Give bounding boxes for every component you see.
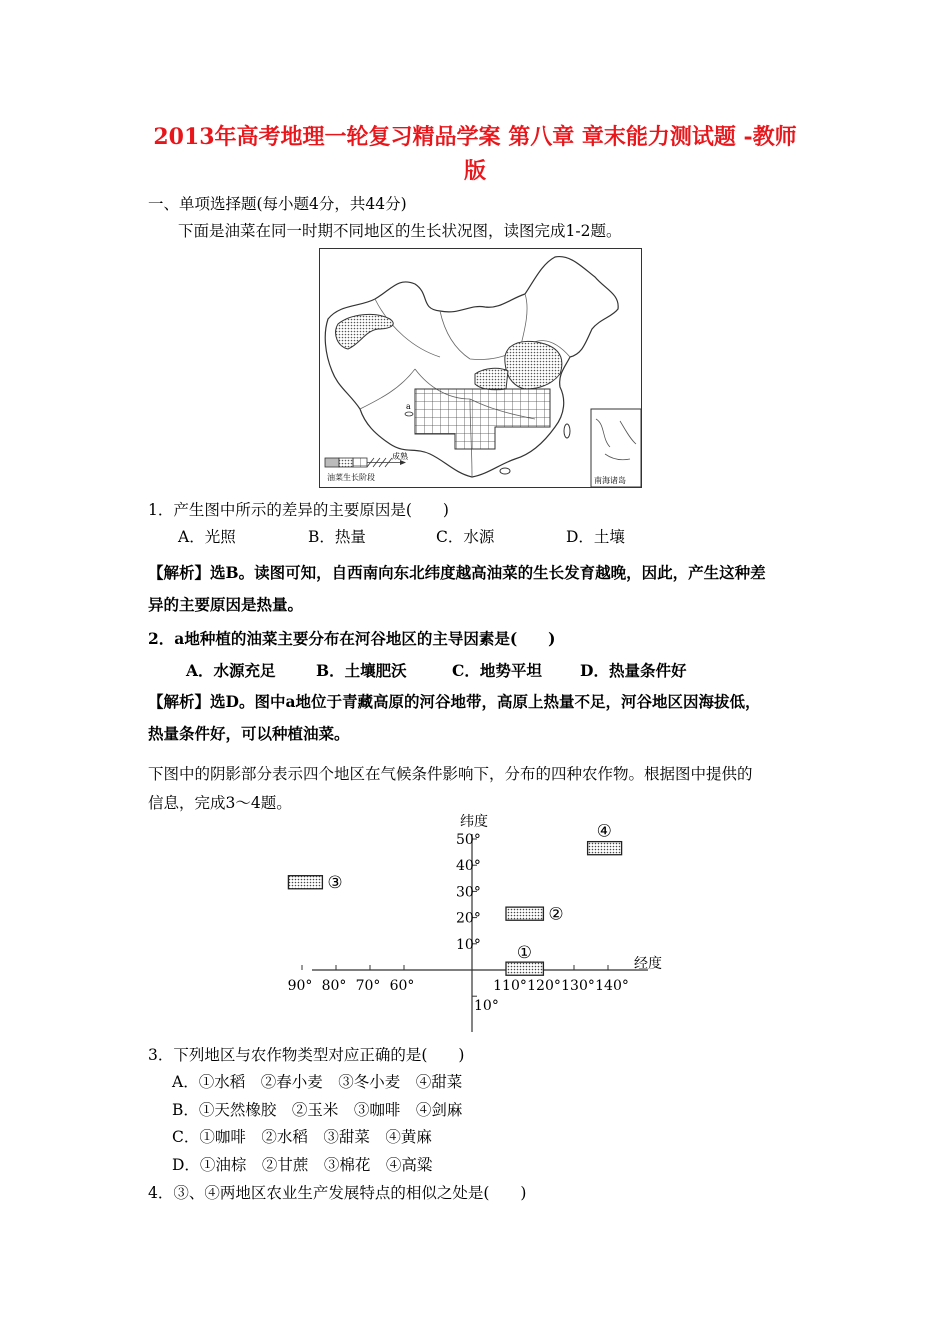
x-tick-label: 120°	[527, 978, 561, 994]
x-axis-label: 经度	[634, 956, 662, 972]
q1-analysis-line2: 异的主要原因是热量。	[148, 595, 304, 614]
q1-option-a: A．光照	[178, 528, 236, 546]
crop-region-4	[588, 842, 622, 855]
x-tick-label: 140°	[595, 978, 629, 994]
q1-option-d: D．土壤	[566, 528, 625, 546]
section-intro: 下面是油菜在同一时期不同地区的生长状况图，读图完成1-2题。	[178, 222, 622, 240]
analysis-tag: 【解析】	[148, 692, 211, 711]
y-tick-label: 10°	[456, 936, 481, 953]
analysis-text: 选D。图中a地位于青藏高原的河谷地带，高原上热量不足，河谷地区因海拔低，	[210, 692, 761, 711]
legend-stage-label: 油菜生长阶段	[327, 473, 375, 482]
region-dotted-north	[505, 341, 562, 389]
y-axis-label: 纬度	[460, 814, 488, 830]
crop-region-label: ①	[516, 943, 532, 964]
y-tick-label: 50°	[456, 832, 481, 848]
crop-region-label: ④	[596, 821, 612, 842]
crop-region-label: ③	[327, 873, 343, 894]
q1-option-c: C．水源	[436, 528, 495, 546]
section-heading: 一、单项选择题(每小题4分，共44分)	[148, 195, 407, 213]
china-rapeseed-map	[319, 248, 642, 488]
q2-option-b: B．土壤肥沃	[316, 661, 407, 680]
question-4-stem: 4．③、④两地区农业生产发展特点的相似之处是( )	[148, 1184, 527, 1202]
chart-svg	[287, 812, 662, 1037]
y-tick-label: 10°	[474, 998, 499, 1015]
q3-option-c: C．①咖啡 ②水稻 ③甜菜 ④黄麻	[172, 1128, 432, 1146]
legend-mature-label: 成熟	[392, 452, 408, 461]
crop-region-3	[288, 876, 322, 889]
crop-region-label: ②	[548, 904, 564, 925]
y-tick-label: 40°	[456, 858, 481, 875]
q3-option-d: D．①油棕 ②甘蔗 ③棉花 ④高粱	[172, 1156, 433, 1174]
analysis-text: 选B。读图可知，自西南向东北纬度越高油菜的生长发育越晚，因此，产生这种差	[210, 563, 766, 582]
analysis-tag: 【解析】	[148, 563, 211, 582]
question-2-stem: 2．a地种植的油菜主要分布在河谷地区的主导因素是( )	[148, 629, 556, 648]
page-title-continued: 版	[463, 158, 486, 184]
x-tick-label: 60°	[389, 978, 415, 994]
q1-analysis-line1	[148, 561, 766, 583]
y-tick-label: 20°	[456, 910, 481, 927]
q3-option-b: B．①天然橡胶 ②玉米 ③咖啡 ④剑麻	[172, 1101, 463, 1119]
q3-option-a: A．①水稻 ②春小麦 ③冬小麦 ④甜菜	[172, 1073, 463, 1091]
crop-region-2	[506, 907, 543, 920]
q2-analysis-line1	[148, 690, 761, 712]
question-3-stem: 3．下列地区与农作物类型对应正确的是( )	[148, 1046, 465, 1064]
x-tick-label: 130°	[561, 978, 595, 994]
inset-label: 南海诸岛	[594, 476, 626, 485]
q1-option-b: B．热量	[308, 528, 366, 546]
x-tick-label: 70°	[355, 978, 381, 994]
page-title: 2013年高考地理一轮复习精品学案 第八章 章末能力测试题 -教师	[153, 124, 797, 150]
region-grid-southwest	[415, 389, 550, 449]
x-tick-label: 80°	[321, 978, 347, 994]
intro-2-line2: 信息，完成3～4题。	[148, 794, 292, 812]
y-tick-label: 30°	[456, 884, 481, 901]
map-graphic	[320, 249, 641, 487]
q2-analysis-line2: 热量条件好，可以种植油菜。	[148, 724, 350, 743]
map-point-a: a	[406, 402, 411, 411]
crop-distribution-chart	[287, 812, 662, 1037]
q2-option-d: D．热量条件好	[580, 661, 687, 680]
crop-region-1	[506, 962, 543, 975]
q2-option-c: C．地势平坦	[452, 661, 542, 680]
intro-2-line1: 下图中的阴影部分表示四个地区在气候条件影响下，分布的四种农作物。根据图中提供的	[148, 765, 753, 783]
region-dotted-northwest	[336, 314, 394, 349]
x-tick-label: 90°	[287, 978, 313, 994]
x-tick-label: 110°	[493, 978, 527, 994]
question-1-stem: 1．产生图中所示的差异的主要原因是( )	[148, 501, 449, 519]
q2-option-a: A．水源充足	[186, 661, 276, 680]
